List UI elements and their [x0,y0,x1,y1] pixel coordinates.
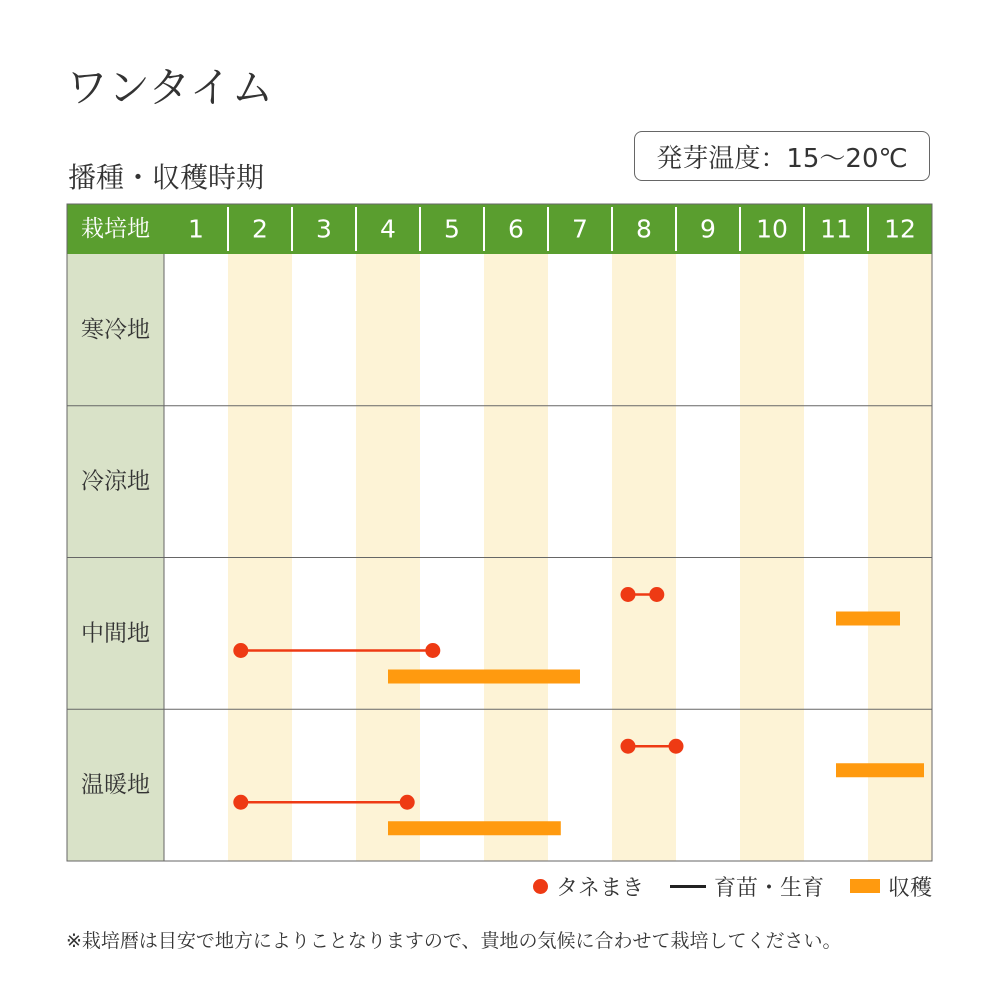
row-label: 冷涼地 [81,468,150,495]
sowing-end-point [400,795,415,810]
sowing-end-point [649,587,664,602]
sowing-dot-icon [533,879,548,894]
page-title: ワンタイム [66,63,274,112]
sowing-end-point [669,739,684,754]
row-label: 寒冷地 [81,316,150,343]
harvest-bar-icon [850,879,880,893]
chart-legend [500,868,932,904]
month-label: 1 [188,214,204,244]
footnote: ※栽培暦は目安で地方によりことなりますので、貴地の気候に合わせて栽培してください。 [66,930,842,952]
month-label: 4 [380,214,396,244]
sowing-start-point [233,795,248,810]
month-label: 10 [756,214,788,244]
legend-item-growing [670,871,824,902]
legend-label-growing: 育苗・生育 [713,875,824,901]
month-label: 6 [508,214,524,244]
sowing-start-point [621,587,636,602]
chart-subtitle: 播種・収穫時期 [68,161,265,194]
month-label: 9 [700,214,716,244]
header-label: 栽培地 [81,216,150,242]
legend-item-sowing [533,871,644,902]
germination-temperature-text: 発芽温度：15〜20℃ [656,143,908,174]
harvest-bar [388,821,561,835]
sowing-start-point [233,643,248,658]
legend-label-harvest: 収穫 [887,875,932,901]
month-label: 7 [572,214,588,244]
legend-item-harvest [850,871,932,902]
legend-label-sowing: タネまき [555,875,644,901]
sowing-start-point [621,739,636,754]
month-label: 3 [316,214,332,244]
harvest-bar [836,763,924,777]
month-label: 2 [252,214,268,244]
month-label: 8 [636,214,652,244]
harvest-bar [836,612,900,626]
row-label: 温暖地 [81,772,150,799]
harvest-bar [388,670,580,684]
month-label: 5 [444,214,460,244]
month-label: 11 [820,214,852,244]
growing-line-icon [670,885,706,888]
month-label: 12 [884,214,916,244]
row-label: 中間地 [81,620,150,647]
sowing-end-point [425,643,440,658]
